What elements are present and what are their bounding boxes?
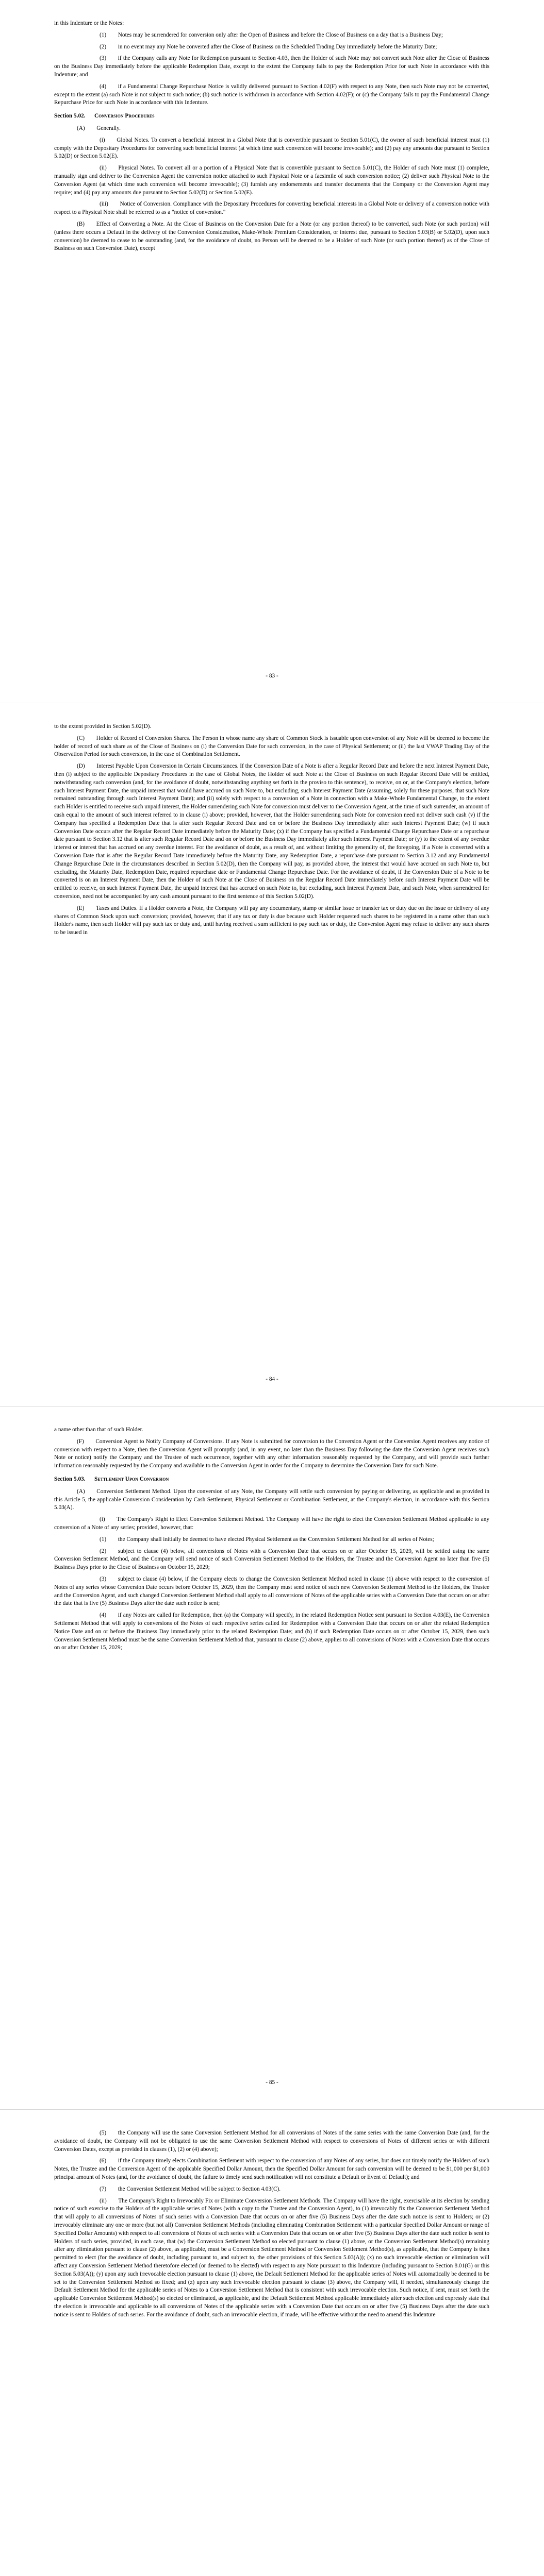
list-item: (4) if a Fundamental Change Repurchase Notice is validly delivered pursuant to Section 4.02(F) with respect to any Note, then such Note may not be converted, except to the extent (a) such Note is not subject to such notice; (b) such notice is withdrawn in accordance with Section 4.02(F); or (c) the Company fails to pay the Fundamental Change Repurchase Price for such Note in accordance with this Indenture.: [54, 83, 489, 106]
section-title: Conversion Procedures: [94, 113, 155, 120]
section-heading: [54, 112, 489, 121]
paragraph: a name other than that of such Holder.: [54, 1427, 143, 1433]
page-86: [0, 2110, 544, 2576]
paragraph: (i) The Company's Right to Elect Conversion Settlement Method. The Company will have the right to elect the Conversion Settlement Method applicable to any conversion of a Note of any series; provided, however, that:: [54, 1516, 489, 1531]
paragraph: (A) Conversion Settlement Method. Upon the conversion of any Note, the Company will settle such conversion by paying or delivering, as applicable and as provided in this Article 5, the applicable Conversion Consideration by Cash Settlement, Physical Settlement or Combination Settlement, at the Company's election, in accordance with this Section 5.03(A).: [54, 1488, 489, 1511]
section-title: Settlement Upon Conversion: [94, 1476, 169, 1482]
paragraph: (C) Holder of Record of Conversion Shares. The Person in whose name any share of Common Stock is issuable upon conversion of any Note will be deemed to become the holder of record of such share as of the Close of Business on (i) the Conversion Date for such conversion, in the case of Physical Settlement; or (ii) the last VWAP Trading Day of the Observation Period for such conversion, in the case of Combination Settlement.: [54, 735, 489, 758]
list-item: (6) if the Company timely elects Combination Settlement with respect to the conversion of any Notes of any series, but does not timely notify the Holders of such Notes, the Trustee and the Conversion Agent of the applicable Specified Dollar Amount, then the Specified Dollar Amount for such conversion will be deemed to be $1,000 per $1,000 principal amount of Notes (and, for the avoidance of doubt, the failure to timely send such notification will not constitute a Default or Event of Default); and: [54, 2158, 489, 2180]
page-number: - 83 -: [266, 673, 278, 679]
paragraph: (i) Global Notes. To convert a beneficial interest in a Global Note that is convertible pursuant to Section 5.01(C), the owner of such beneficial interest must (1) comply with the Depositary Procedures for converting such beneficial interest (at which time such conversion will become irrevocable); and (2) pay any amounts due pursuant to Section 5.02(D) or Section 5.02(E).: [54, 137, 489, 160]
page-86-text: [54, 2129, 489, 2323]
paragraph: (A) Generally.: [77, 125, 121, 131]
paragraph: in this Indenture or the Notes:: [54, 20, 124, 26]
page-number: - 84 -: [266, 1376, 278, 1382]
page-84-text: [54, 723, 489, 941]
page-84: [0, 703, 544, 1406]
list-item: (3) subject to clause (4) below, if the Company elects to change the Conversion Settlement Method noted in clause (1) above with respect to the conversion of Notes of any series whose Conversion Date occurs before October 15, 2029, then the Company must send notice of such new Conversion Settlement Method to the Holders, the Trustee and the Conversion Agent, and such changed Conversion Settlement Method shall apply to all conversions of Notes of the applicable series with a Conversion Date that occurs on or after the date that is five (5) Business Days after the date such notice is sent;: [54, 1575, 489, 1607]
paragraph: (ii) Physical Notes. To convert all or a portion of a Physical Note that is convertible pursuant to Section 5.01(C), the Holder of such Note must (1) complete, manually sign and deliver to the Conversion Agent the conversion notice attached to such Physical Note or a facsimile of such conversion notice; (2) deliver such Physical Note to the Conversion Agent (at which time such conversion will become irrevocable); (3) furnish any endorsements and transfer documents that the Company or the Conversion Agent may require; and (4) pay any amounts due pursuant to Section 5.02(D) or Section 5.02(E).: [54, 165, 489, 196]
paragraph: (F) Conversion Agent to Notify Company of Conversions. If any Note is submitted for conversion to the Conversion Agent or the Conversion Agent receives any notice of conversion with respect to a Note, then the Conversion Agent will promptly (and, in any event, no later than the Business Day following the date the Conversion Agent receives such Note or notice) notify the Company and the Trustee of such occurrence, together with any other information reasonably requested by the Company, and will provide such further information reasonably requested by the Company and available to the Conversion Agent in order for the Company to determine the Conversion Date for such Note.: [54, 1438, 489, 1469]
list-item: (1) the Company shall initially be deemed to have elected Physical Settlement as the Conversion Settlement Method for all series of Notes;: [100, 1536, 434, 1543]
paragraph: (E) Taxes and Duties. If a Holder converts a Note, the Company will pay any documentary, stamp or similar issue or transfer tax or duty due on the issue or delivery of any shares of Common Stock upon such conversion; provided, however, that if any tax or duty is due because such Holder requested such shares to be registered in a name other than such Holder's name, then such Holder will pay such tax or duty and, until having received a sum sufficient to pay such tax or duty, the Conversion Agent may refuse to deliver any such shares to be issued in: [54, 905, 489, 936]
paragraph: (iii) Notice of Conversion. Compliance with the Depositary Procedures for converting beneficial interests in a Global Note or delivery of a conversion notice with respect to a Physical Note shall be referred to as a "notice of conversion.": [54, 201, 489, 216]
page-83: [0, 0, 544, 703]
paragraph: (ii) The Company's Right to Irrevocably Fix or Eliminate Conversion Settlement Methods. The Company will have the right, exercisable at its election by sending notice of such exercise to the Holders of the applicable series of Notes (with a copy to the Trustee and the Conversion Agent), to (1) irrevocably fix the Conversion Settlement Method that will apply to all conversions of Notes of such series with a Conversion Date that occurs on or after five (5) Business Days after the date such notice is sent to Holders; or (2) irrevocably eliminate any one or more (but not all) Conversion Settlement Methods (including eliminating Combination Settlement with a particular Specified Dollar Amount or range of Specified Dollar Amounts) with respect to all conversions of Notes of such series with a Conversion Date that occurs on or after five (5) Business Days after the date such notice is sent to Holders of such series, provided, in each case, that (w) the Conversion Settlement Method so elected pursuant to clause (1) above, or the Conversion Settlement Method(s) remaining after any elimination pursuant to clause (2) above, as applicable, must be a Conversion Settlement Method or Conversion Settlement Method(s), as applicable, that the Company is then permitted to elect (for the avoidance of doubt, including pursuant to, and subject to, the other provisions of this Section 5.03(A)); (x) no such irrevocable election or elimination will affect any Conversion Settlement Method theretofore elected (or deemed to be elected) with respect to any Note pursuant to this Indenture (including pursuant to Section 8.01(G) or this Section 5.03(A)); (y) upon any such irrevocable election pursuant to clause (1) above, the Default Settlement Method for the applicable series of Notes will automatically be deemed to be set to the Conversion Settlement Method so fixed; and (z) upon any such irrevocable election pursuant to clause (3) above, the Company will, if needed, simultaneously change the Default Settlement Method for the applicable series of Notes to a Conversion Settlement Method that is consistent with such irrevocable election. Such notice, if sent, must set forth the applicable Conversion Settlement Method(s) so elected or eliminated, as applicable, and the Default Settlement Method applicable immediately after such election and expressly state that the election is irrevocable and applicable to all conversions of Notes of the applicable series with a Conversion Date that occurs on or after five (5) Business Days after the date such notice is sent to Holders of such series. For the avoidance of doubt, such an irrevocable election, if made, will be effective without the need to amend this Indenture: [54, 2197, 489, 2318]
page-85-text: [54, 1426, 489, 1656]
page-number: - 85 -: [266, 2079, 278, 2086]
list-item: (4) if any Notes are called for Redemption, then (a) the Company will specify, in the related Redemption Notice sent pursuant to Section 4.03(E), the Conversion Settlement Method that will apply to conversions of the Notes of each respective series called for Redemption with a Conversion Date that occurs on or after the related Redemption Notice Date and on or before the Business Day immediately prior to the related Redemption Date; and (b) if such Redemption Date occurs on or after October 15, 2029, then such Conversion Settlement Method must be the same Conversion Settlement Method that, pursuant to clause (2) above, applies to all conversions of Notes with a Conversion Date that occurs on or after October 15, 2029;: [54, 1612, 489, 1651]
section-number: Section 5.03.: [54, 1476, 86, 1482]
list-item: (5) the Company will use the same Conversion Settlement Method for all conversions of Notes of the same series with the same Conversion Date (and, for the avoidance of doubt, the Company will not be obligated to use the same Conversion Settlement Method with respect to conversions of Notes of different series or with different Conversion Dates, except as provided in clauses (1), (2) or (4) above);: [54, 2130, 489, 2153]
paragraph: to the extent provided in Section 5.02(D).: [54, 723, 152, 730]
list-item: (2) subject to clause (4) below, all conversions of Notes with a Conversion Date that occurs on or after October 15, 2029, will be settled using the same Conversion Settlement Method, and the Company will send notice of such Conversion Settlement Method to the Holders, the Trustee and the Conversion Agent no later than five (5) Business Days prior to the Close of Business on October 15, 2029;: [54, 1548, 489, 1571]
page-83-text: [54, 20, 489, 257]
list-item: (7) the Conversion Settlement Method will be subject to Section 4.03(C).: [100, 2185, 281, 2192]
section-heading: [54, 1476, 489, 1484]
list-item: (3) if the Company calls any Note for Redemption pursuant to Section 4.03, then the Holder of such Note may not convert such Note after the Close of Business on the Business Day immediately before the applicable Redemption Date, except to the extent the Company fails to pay the Redemption Price for such Note in accordance with this Indenture; and: [54, 55, 489, 78]
paragraph: (D) Interest Payable Upon Conversion in Certain Circumstances. If the Conversion Date of a Note is after a Regular Record Date and before the next Interest Payment Date, then (i) subject to the applicable Depositary Procedures in the case of Global Notes, the Holder of such Note at the Close of Business on such Regular Record Date will be entitled, notwithstanding such conversion (and, for the avoidance of doubt, notwithstanding anything set forth in the proviso to this sentence), to receive, on or, at the Company's election, before such Interest Payment Date, the unpaid interest that would have accrued on such Note to, but excluding, such Interest Payment Date (assuming, solely for these purposes, that such Note remained outstanding through such Interest Payment Date); and (ii) solely with respect to a conversion of a Note in connection with a Make-Whole Fundamental Change, to the extent such Holder is entitled to receive such unpaid interest, the Holder surrendering such Note for conversion must deliver to the Conversion Agent, at the time of such surrender, an amount of cash equal to the amount of such interest referred to in clause (i) above; provided, however, that the Holder surrendering such Note for conversion need not deliver such cash (v) if the Company has specified a Redemption Date that is after such Regular Record Date and on or before the Business Day immediately after such Interest Payment Date; (w) if such Conversion Date occurs after the Regular Record Date immediately before the Maturity Date; (x) if the Company has specified a Fundamental Change Repurchase Date or a repurchase date pursuant to Section 3.12 that is after such Regular Record Date and on or before the Business Day immediately after such Interest Payment Date; or (y) to the extent of any overdue interest or interest that has accrued on any overdue interest. For the avoidance of doubt, as a result of, and without limiting the generality of, the foregoing, if a Note is converted with a Conversion Date that is after the Regular Record Date immediately before the Maturity Date, any Redemption Date, a repurchase date pursuant to Section 3.12 and any Fundamental Change Repurchase Date in the circumstances described in Section 5.02(D), then the Company will pay, as provided above, the interest that would have accrued on such Note to, but excluding, the Maturity Date, Redemption Date, required repurchase date or Fundamental Change Repurchase Date. For the avoidance of doubt, if the Conversion Date of a Note to be converted is on an Interest Payment Date, then the Holder of such Note at the Close of Business on the Regular Record Date immediately before such Interest Payment Date will be entitled to receive, on such Interest Payment Date, the unpaid interest that has accrued on such Note to, but excluding, such Interest Payment Date, and such Note, when surrendered for conversion, need not be accompanied by any cash amount pursuant to the first sentence of this Section 5.02(D).: [54, 763, 489, 900]
list-item: (2) in no event may any Note be converted after the Close of Business on the Scheduled Trading Day immediately before the Maturity Date;: [100, 43, 437, 50]
section-number: Section 5.02.: [54, 113, 86, 120]
list-item: (1) Notes may be surrendered for conversion only after the Open of Business and before the Close of Business on a day that is a Business Day;: [100, 31, 443, 38]
paragraph: (B) Effect of Converting a Note. At the Close of Business on the Conversion Date for a Note (or any portion thereof) to be converted, such Note (or such portion) will (unless there occurs a Default in the delivery of the Conversion Consideration, Make-Whole Premium Consideration, or interest due, pursuant to Section 5.03(B) or 5.02(D), upon such conversion) be deemed to cease to be outstanding (and, for the avoidance of doubt, no Person will be deemed to be a Holder of such Note (or such portion thereof) as of the Close of Business on such Conversion Date), except: [54, 221, 489, 252]
page-85: [0, 1406, 544, 2110]
